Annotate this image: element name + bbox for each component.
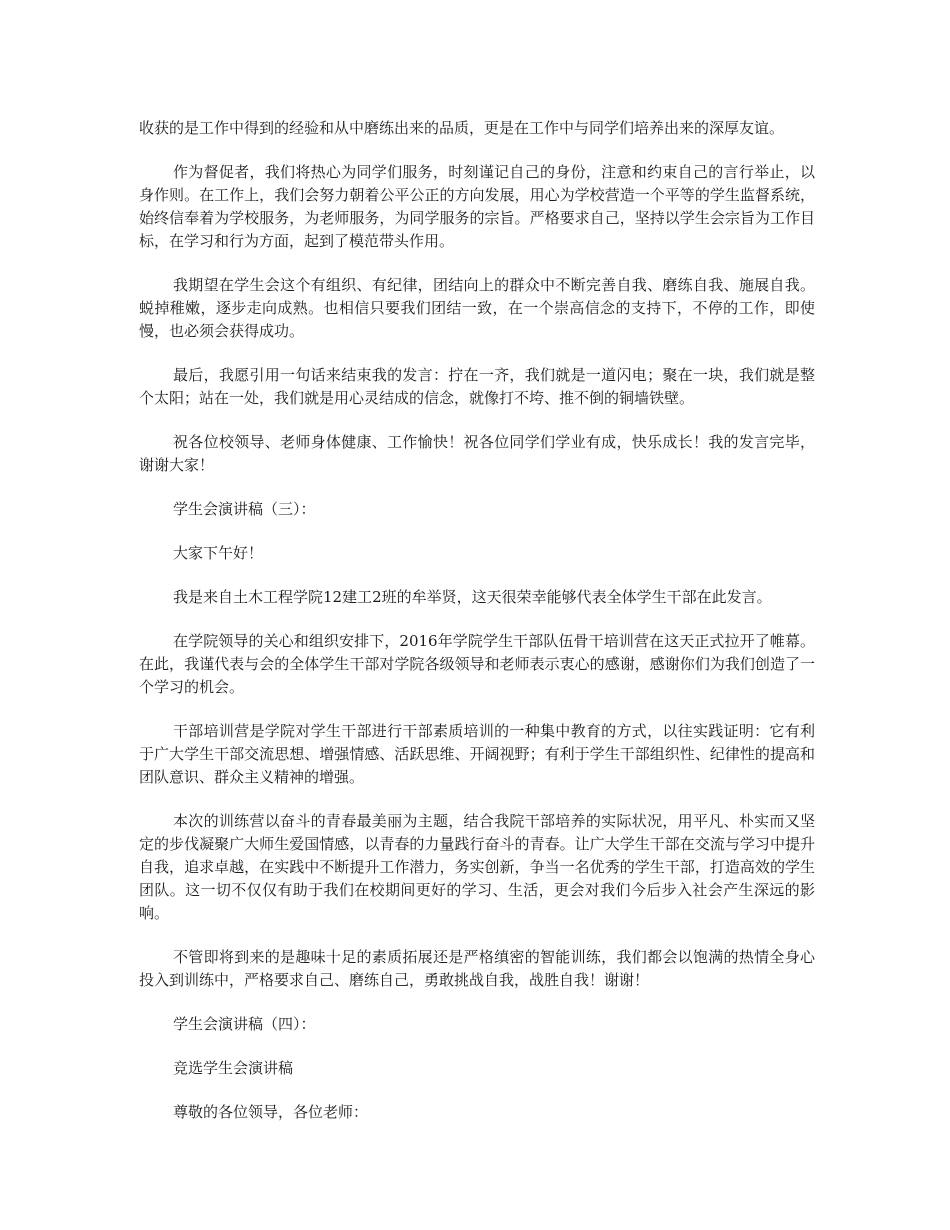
paragraph: 祝各位校领导、老师身体健康、工作愉快！祝各位同学们学业有成，快乐成长！我的发言完毕，谢谢大家！ — [139, 433, 815, 474]
document-page — [139, 117, 815, 1145]
section-heading: 学生会演讲稿（三）： — [173, 500, 316, 518]
paragraph: 收获的是工作中得到的经验和从中磨练出来的品质，更是在工作中与同学们培养出来的深厚友谊。 — [139, 119, 785, 137]
paragraph: 最后，我愿引用一句话来结束我的发言：拧在一齐，我们就是一道闪电；聚在一块，我们就是整个太阳；站在一处，我们就是用心灵结成的信念，就像打不垮、推不倒的铜墙铁壁。 — [139, 366, 815, 407]
section-heading: 学生会演讲稿（四）： — [173, 1015, 316, 1033]
paragraph: 作为督促者，我们将热心为同学们服务，时刻谨记自己的身份，注意和约束自己的言行举止，以身作则。在工作上，我们会努力朝着公平公正的方向发展，用心为学校营造一个平等的学生监督系统，始终信奉着为学校服务，为老师服务，为同学服务的宗旨。严格要求自己，坚持以学生会宗旨为工作目标，在学习和行为方面，起到了模范带头作用。 — [139, 163, 815, 250]
speech-title: 竞选学生会演讲稿 — [173, 1059, 294, 1077]
paragraph: 在学院领导的关心和组织安排下，2016年学院学生干部队伍骨干培训营在这天正式拉开了帷幕。在此，我谨代表与会的全体学生干部对学院各级领导和老师表示衷心的感谢，感谢你们为我们创造了一个学习的机会。 — [139, 632, 815, 696]
paragraph: 本次的训练营以奋斗的青春最美丽为主题，结合我院干部培养的实际状况，用平凡、朴实而又坚定的步伐凝聚广大师生爱国情感，以青春的力量践行奋斗的青春。让广大学生干部在交流与学习中提升自我，追求卓越，在实践中不断提升工作潜力，务实创新，争当一名优秀的学生干部，打造高效的学生团队。这一切不仅仅有助于我们在校期间更好的学习、生活，更会对我们今后步入社会产生深远的影响。 — [139, 812, 815, 922]
paragraph: 我是来自土木工程学院12建工2班的牟举贤，这天很荣幸能够代表全体学生干部在此发言。 — [173, 588, 772, 606]
greeting: 大家下午好！ — [173, 544, 264, 562]
paragraph: 我期望在学生会这个有组织、有纪律，团结向上的群众中不断完善自我、磨练自我、施展自我。蜕掉稚嫩，逐步走向成熟。也相信只要我们团结一致，在一个崇高信念的支持下，不停的工作，即使慢，也必须会获得成功。 — [139, 276, 815, 340]
salutation: 尊敬的各位领导，各位老师： — [173, 1103, 369, 1121]
paragraph: 干部培训营是学院对学生干部进行干部素质培训的一种集中教育的方式，以往实践证明：它有利于广大学生干部交流思想、增强情感、活跃思维、开阔视野；有利于学生干部组织性、纪律性的提高和团队意识、群众主义精神的增强。 — [139, 722, 815, 786]
paragraph: 不管即将到来的是趣味十足的素质拓展还是严格缜密的智能训练，我们都会以饱满的热情全身心投入到训练中，严格要求自己、磨练自己，勇敢挑战自我，战胜自我！谢谢！ — [139, 948, 815, 989]
